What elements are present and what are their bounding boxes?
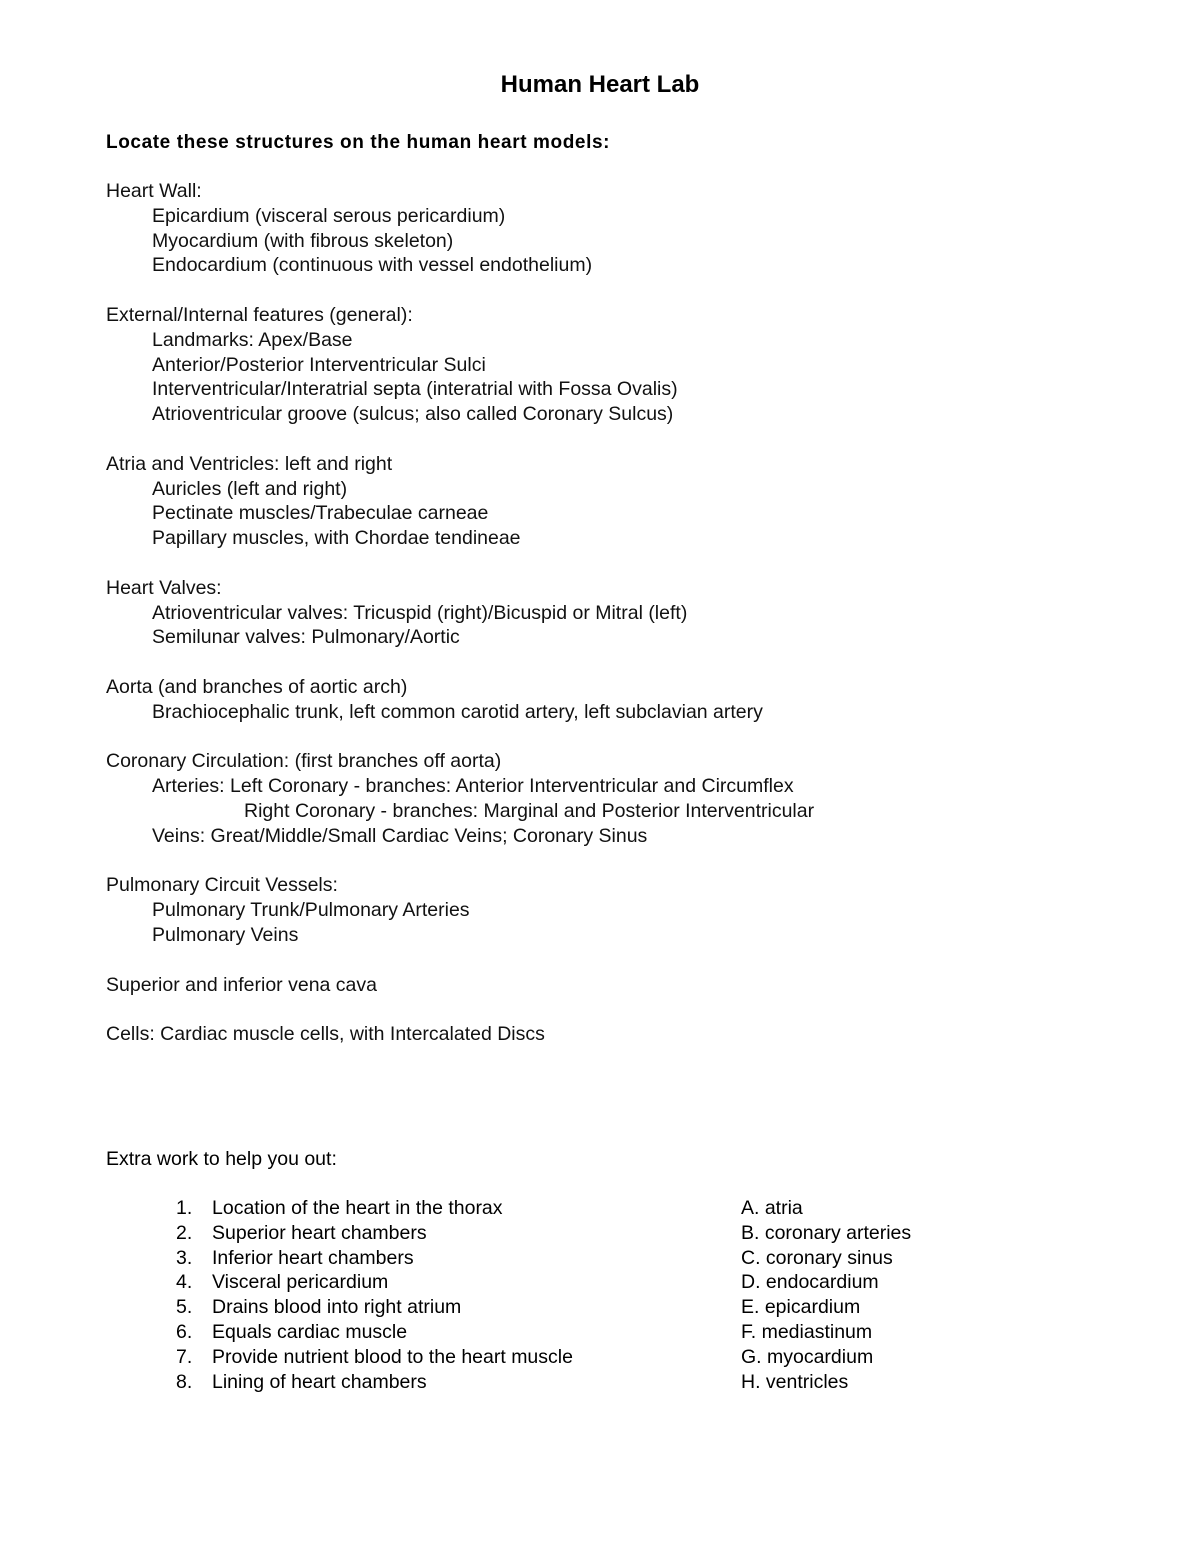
matching-row (176, 1221, 1076, 1246)
matching-prompt: Location of the heart in the thorax (212, 1197, 503, 1219)
section-heading-coronary-circulation: Coronary Circulation: (first branches off aorta) (106, 750, 502, 773)
structure-list (106, 179, 1106, 1047)
item-number: 1. (176, 1197, 193, 1219)
list-item: Endocardium (continuous with vessel endothelium) (152, 254, 593, 277)
matching-row (176, 1270, 1076, 1295)
matching-answer: A. atria (741, 1197, 803, 1219)
matching-prompt: Drains blood into right atrium (212, 1296, 462, 1319)
list-item: Right Coronary - branches: Marginal and Posterior Interventricular (244, 799, 815, 822)
matching-row (176, 1370, 1076, 1395)
matching-row (176, 1345, 1076, 1370)
matching-answer: E. epicardium (741, 1296, 861, 1319)
list-item: Landmarks: Apex/Base (152, 328, 353, 351)
section-heading-pulmonary-circuit: Pulmonary Circuit Vessels: (106, 874, 338, 897)
item-number: 4. (176, 1271, 193, 1294)
list-item: Papillary muscles, with Chordae tendineae (152, 527, 521, 550)
list-item: Pulmonary Trunk/Pulmonary Arteries (152, 899, 470, 922)
matching-prompt: Equals cardiac muscle (212, 1320, 408, 1343)
item-number: 2. (176, 1221, 193, 1244)
list-item: Atrioventricular valves: Tricuspid (right)/Bicuspid or Mitral (left) (152, 601, 688, 624)
matching-prompt: Lining of heart chambers (212, 1370, 427, 1393)
matching-row (176, 1246, 1076, 1271)
list-item: Arteries: Left Coronary - branches: Anterior Interventricular and Circumflex (152, 775, 794, 798)
matching-answer: F. mediastinum (741, 1320, 873, 1343)
matching-prompt: Visceral pericardium (212, 1271, 389, 1294)
matching-row (176, 1295, 1076, 1320)
section-heading-aorta: Aorta (and branches of aortic arch) (106, 675, 408, 698)
page-title: Human Heart Lab (500, 71, 700, 98)
matching-answer: H. ventricles (741, 1370, 849, 1393)
section-heading-cells: Cells: Cardiac muscle cells, with Intercalated Discs (106, 1023, 545, 1046)
instructions-heading: Locate these structures on the human heart models: (106, 132, 611, 153)
item-number: 7. (176, 1345, 193, 1368)
list-item: Myocardium (with fibrous skeleton) (152, 229, 454, 252)
list-item: Pulmonary Veins (152, 923, 299, 946)
matching-answer: D. endocardium (741, 1271, 879, 1294)
list-item: Epicardium (visceral serous pericardium) (152, 204, 506, 227)
list-item: Interventricular/Interatrial septa (interatrial with Fossa Ovalis) (152, 378, 678, 401)
matching-answer: B. coronary arteries (741, 1221, 912, 1244)
section-heading-atria-ventricles: Atria and Ventricles: left and right (106, 452, 393, 475)
matching-prompt: Inferior heart chambers (212, 1246, 414, 1269)
matching-row (176, 1196, 1076, 1221)
section-heading-heart-wall: Heart Wall: (106, 180, 202, 202)
matching-row (176, 1320, 1076, 1345)
list-item: Anterior/Posterior Interventricular Sulci (152, 353, 486, 376)
matching-answer: G. myocardium (741, 1345, 874, 1368)
item-number: 5. (176, 1296, 193, 1319)
item-number: 3. (176, 1246, 193, 1269)
extra-work-heading: Extra work to help you out: (106, 1148, 337, 1170)
list-item: Brachiocephalic trunk, left common carotid artery, left subclavian artery (152, 700, 763, 723)
section-heading-external-internal: External/Internal features (general): (106, 303, 413, 326)
item-number: 8. (176, 1370, 193, 1393)
section-heading-heart-valves: Heart Valves: (106, 576, 222, 599)
matching-prompt: Provide nutrient blood to the heart muscle (212, 1345, 573, 1368)
matching-exercise (176, 1196, 1076, 1394)
section-heading-vena-cava: Superior and inferior vena cava (106, 973, 377, 996)
matching-answer: C. coronary sinus (741, 1246, 893, 1269)
matching-prompt: Superior heart chambers (212, 1221, 427, 1244)
item-number: 6. (176, 1320, 193, 1343)
list-item: Pectinate muscles/Trabeculae carneae (152, 502, 489, 525)
list-item: Atrioventricular groove (sulcus; also called Coronary Sulcus) (152, 403, 674, 426)
list-item: Veins: Great/Middle/Small Cardiac Veins; Coronary Sinus (152, 824, 648, 847)
list-item: Auricles (left and right) (152, 477, 348, 500)
list-item: Semilunar valves: Pulmonary/Aortic (152, 626, 460, 649)
